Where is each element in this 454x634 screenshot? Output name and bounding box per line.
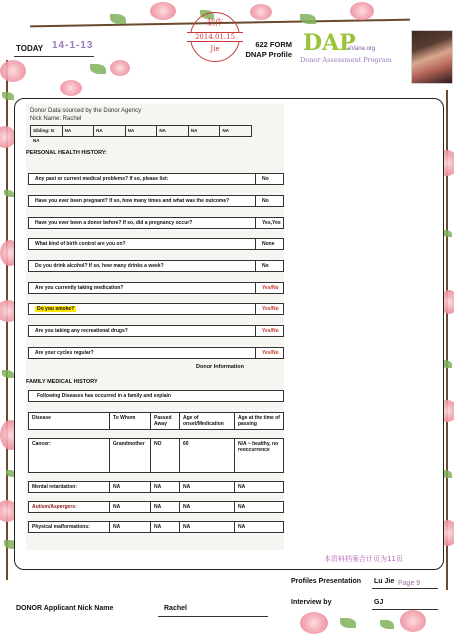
question-label: Have you ever been pregnant? If so, how many times and what was the outcome?	[35, 198, 230, 204]
interview-label: Interview by	[291, 599, 332, 606]
family-history-title: FAMILY MEDICAL HISTORY	[26, 379, 98, 385]
question-label: What kind of birth control are you on?	[35, 241, 126, 247]
question-label: Have you ever been a donor before? If so, did a pregnancy occur?	[35, 220, 193, 226]
question-answer: Yes,Yes	[255, 218, 284, 228]
dap-logo: DAP	[303, 30, 356, 56]
today-value: 14-1-13	[52, 40, 94, 51]
table-cell: Mental retardation:	[29, 482, 110, 493]
question-text	[35, 348, 94, 358]
table-row	[29, 439, 284, 473]
table-row	[29, 482, 284, 493]
table-cell: 60	[180, 439, 235, 473]
question-text	[35, 304, 76, 314]
table-cell: NA	[110, 522, 151, 533]
question-row	[28, 347, 284, 359]
production-stamp	[190, 12, 240, 62]
table-row	[29, 522, 284, 533]
total-pages-note: 本资料档案合计页为11页	[324, 555, 403, 563]
personal-health-title: PERSONAL HEALTH HISTORY:	[26, 150, 107, 156]
table-cell: Cancer:	[29, 439, 110, 473]
table-header: To Whom	[110, 413, 151, 430]
interview-value: GJ	[374, 599, 384, 606]
question-text	[35, 239, 126, 249]
table-gap	[29, 493, 284, 502]
question-text	[35, 283, 123, 293]
question-row	[28, 238, 284, 250]
question-text	[35, 261, 164, 271]
today-label: TODAY	[16, 44, 44, 53]
question-row	[28, 217, 284, 229]
donor-photo	[411, 30, 453, 84]
question-label: Any past or current medical problems? If so, please list:	[35, 176, 169, 182]
table-cell: NA	[110, 482, 151, 493]
question-label: Do you drink alcohol? If so, how many drinks a week?	[35, 263, 164, 269]
siblings-row	[30, 125, 252, 143]
siblings-cell: NA	[126, 126, 158, 136]
table-cell: NA	[235, 522, 284, 533]
table-cell: NA	[235, 482, 284, 493]
siblings-cell: NA	[222, 128, 229, 133]
table-cell: NA	[180, 522, 235, 533]
table-cell: Physical malformations:	[29, 522, 110, 533]
profiles-underline	[372, 588, 438, 589]
question-answer: No	[255, 174, 284, 184]
question-answer: Yes/No	[255, 283, 284, 293]
table-header-row	[29, 413, 284, 430]
table-cell: NA	[151, 502, 180, 513]
form-number: 622 FORM	[255, 40, 292, 49]
table-cell: Grandmother	[110, 439, 151, 473]
stamp-date: 2014.01.15	[187, 32, 243, 42]
profiles-presentation-label: Profiles Presentation	[291, 578, 362, 585]
table-cell: N/A ~ healthy, no reoccurrence	[235, 439, 284, 473]
question-label: Do you smoke?	[37, 306, 75, 312]
question-row	[28, 325, 284, 337]
question-text	[35, 196, 229, 206]
stamp-signer: Jie	[210, 45, 220, 53]
table-cell: NO	[151, 439, 180, 473]
question-answer: None	[255, 239, 284, 249]
table-cell: NA	[151, 482, 180, 493]
question-row	[28, 173, 284, 185]
profiles-presentation-value: Lu Jie	[374, 578, 395, 585]
table-gap	[29, 430, 284, 439]
question-label: Are your cycles regular?	[35, 350, 94, 356]
table-cell: NA	[180, 482, 235, 493]
table-row	[29, 502, 284, 513]
question-row	[28, 303, 284, 315]
question-row	[28, 260, 284, 272]
table-cell: NA	[235, 502, 284, 513]
dap-logo-sub: eVane.org	[348, 46, 376, 52]
table-header: Passed Away	[151, 413, 180, 430]
table-header: Age of onset/Medication	[180, 413, 235, 430]
family-history-table	[28, 412, 284, 533]
siblings-cell: NA	[189, 126, 221, 136]
nick-name-note: Nick Name: Rachel	[30, 116, 82, 122]
form-name: DNAP Profile	[245, 50, 292, 59]
table-header: Age at the time of passing	[235, 413, 284, 430]
donor-information-heading: Donor Information	[196, 364, 244, 370]
program-name: Donor Assessment Program	[300, 56, 392, 64]
data-source-note: Donor Data sourced by the Donor Agency	[30, 108, 142, 114]
table-header: Disease	[29, 413, 110, 430]
question-answer: Yes/No	[255, 304, 284, 314]
question-answer: Yes/No	[255, 326, 284, 336]
siblings-cell: NA	[94, 126, 126, 136]
question-text	[35, 326, 128, 336]
question-row	[28, 195, 284, 207]
question-row	[28, 282, 284, 294]
table-gap	[29, 473, 284, 482]
today-underline	[14, 56, 94, 57]
question-label: Are you currently taking medication?	[35, 285, 124, 291]
stamp-title: 制作	[207, 18, 223, 27]
interview-underline	[372, 609, 438, 610]
page-number: Page 9	[398, 580, 421, 587]
siblings-cell: NA	[157, 126, 189, 136]
question-answer: No	[255, 196, 284, 206]
form-number-block	[242, 40, 292, 60]
family-history-subtitle: Following Diseases has occurred in a family and explain	[28, 390, 284, 402]
question-label: Are you taking any recreational drugs?	[35, 328, 128, 334]
table-cell: Autism/Aspergers:	[29, 502, 110, 513]
siblings-cell: NA	[63, 126, 95, 136]
applicant-value: Rachel	[164, 605, 187, 612]
siblings-cell: Sibling: N NA	[31, 126, 63, 136]
applicant-label: DONOR Applicant Nick Name	[16, 605, 114, 612]
question-answer: No	[255, 261, 284, 271]
question-text	[35, 218, 192, 228]
question-answer: Yes/No	[255, 348, 284, 358]
table-cell: NA	[151, 522, 180, 533]
table-gap	[29, 513, 284, 522]
question-text	[35, 174, 168, 184]
table-cell: NA	[110, 502, 151, 513]
applicant-underline	[158, 616, 268, 617]
table-cell: NA	[180, 502, 235, 513]
